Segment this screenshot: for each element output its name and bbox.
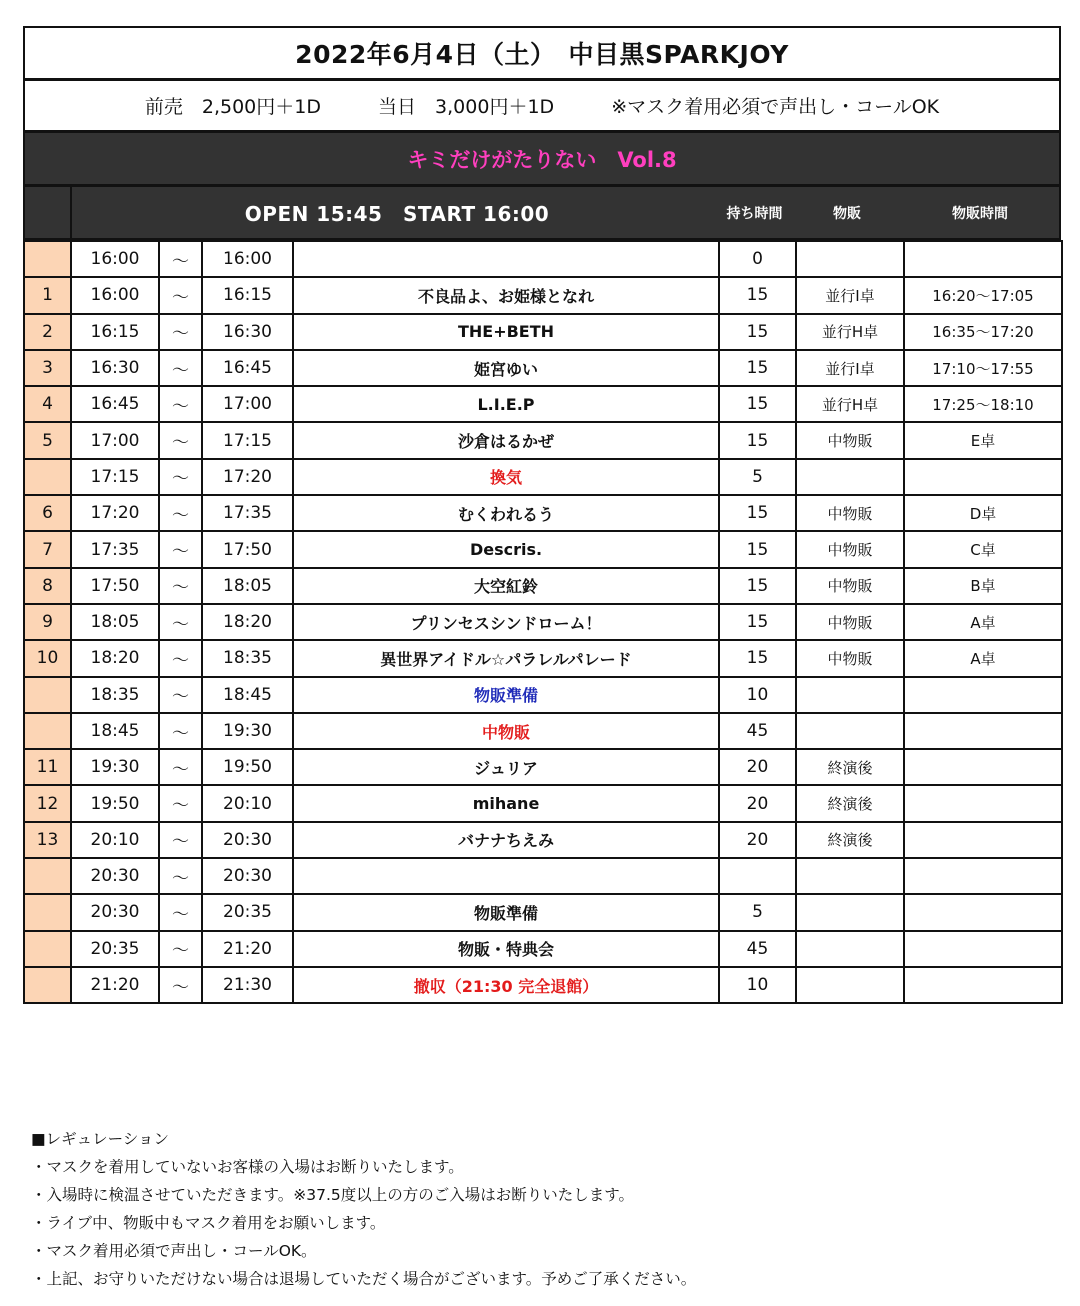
start-time: 17:50: [71, 568, 159, 604]
merch-time: [904, 749, 1062, 785]
time-separator: ～: [159, 314, 202, 350]
end-time: 17:35: [202, 495, 293, 531]
schedule-row: [24, 568, 1062, 604]
merch-time: [904, 713, 1062, 749]
end-time: 21:20: [202, 931, 293, 967]
merch-type: [796, 459, 904, 495]
regulation-item: ・入場時に検温させていただきます。※37.5度以上の方のご入場はお断りいたします。: [31, 1186, 635, 1204]
regulation-item: ・ライブ中、物販中もマスク着用をお願いします。: [31, 1214, 386, 1232]
slot-number: 1: [24, 277, 71, 313]
merch-type: [796, 677, 904, 713]
set-duration: 10: [719, 677, 796, 713]
schedule-row: [24, 677, 1062, 713]
time-separator: ～: [159, 713, 202, 749]
start-time: 16:45: [71, 386, 159, 422]
start-time: 17:35: [71, 531, 159, 567]
merch-type: 中物販: [796, 604, 904, 640]
slot-number: [24, 713, 71, 749]
schedule-row: [24, 314, 1062, 350]
merch-type: [796, 241, 904, 277]
schedule-row: [24, 350, 1062, 386]
end-time: 18:20: [202, 604, 293, 640]
schedule-row: [24, 422, 1062, 458]
set-duration: 15: [719, 604, 796, 640]
schedule-row: [24, 459, 1062, 495]
schedule-row: [24, 604, 1062, 640]
merch-time: [904, 967, 1062, 1003]
time-separator: ～: [159, 604, 202, 640]
performer-name: L.I.E.P: [293, 386, 719, 422]
slot-number: 9: [24, 604, 71, 640]
merch-type: [796, 967, 904, 1003]
start-time: 18:45: [71, 713, 159, 749]
merch-time: B卓: [904, 568, 1062, 604]
set-duration: 15: [719, 314, 796, 350]
slot-number: 11: [24, 749, 71, 785]
slot-number: [24, 967, 71, 1003]
merch-time: [904, 822, 1062, 858]
performer-name: 大空紅鈴: [293, 568, 719, 604]
slot-number: [24, 241, 71, 277]
event-name-banner: キミだけがたりない Vol.8: [23, 130, 1061, 184]
merch-type: [796, 894, 904, 930]
time-separator: ～: [159, 386, 202, 422]
slot-number: 2: [24, 314, 71, 350]
slot-number: 13: [24, 822, 71, 858]
merch-type: 並行H卓: [796, 314, 904, 350]
slot-number: 12: [24, 785, 71, 821]
set-duration: [719, 858, 796, 894]
merch-time: 17:10～17:55: [904, 350, 1062, 386]
end-time: 20:10: [202, 785, 293, 821]
start-time: 16:00: [71, 241, 159, 277]
time-separator: ～: [159, 277, 202, 313]
end-time: 21:30: [202, 967, 293, 1003]
open-start-times: OPEN 15:45 START 16:00: [244, 202, 550, 226]
regulation-item: ・マスクを着用していないお客様の入場はお断りいたします。: [31, 1158, 464, 1176]
time-separator: ～: [159, 894, 202, 930]
end-time: 16:45: [202, 350, 293, 386]
merch-type: 中物販: [796, 640, 904, 676]
time-separator: ～: [159, 967, 202, 1003]
merch-type: 終演後: [796, 785, 904, 821]
start-time: 17:20: [71, 495, 159, 531]
merch-type: [796, 931, 904, 967]
merch-time: A卓: [904, 640, 1062, 676]
schedule-row: [24, 640, 1062, 676]
start-time: 16:00: [71, 277, 159, 313]
start-time: 20:30: [71, 894, 159, 930]
slot-number: 3: [24, 350, 71, 386]
schedule-row: [24, 967, 1062, 1003]
schedule-table: [23, 240, 1063, 1004]
end-time: 19:30: [202, 713, 293, 749]
merch-type: 並行I卓: [796, 350, 904, 386]
schedule-row: [24, 749, 1062, 785]
time-separator: ～: [159, 568, 202, 604]
end-time: 20:30: [202, 858, 293, 894]
column-header-row: [23, 184, 1061, 240]
start-time: 19:30: [71, 749, 159, 785]
time-separator: ～: [159, 677, 202, 713]
start-time: 17:00: [71, 422, 159, 458]
merch-time: D卓: [904, 495, 1062, 531]
merch-time: E卓: [904, 422, 1062, 458]
start-time: 16:30: [71, 350, 159, 386]
merch-time: 16:35～17:20: [904, 314, 1062, 350]
schedule-row: [24, 495, 1062, 531]
end-time: 19:50: [202, 749, 293, 785]
performer-name: 姫宮ゆい: [293, 350, 719, 386]
performer-name: ジュリア: [293, 749, 719, 785]
column-header-duration: 持ち時間: [726, 205, 783, 222]
set-duration: 5: [719, 894, 796, 930]
set-duration: 20: [719, 749, 796, 785]
merch-time: [904, 858, 1062, 894]
set-duration: 15: [719, 495, 796, 531]
performer-name: [293, 241, 719, 277]
set-duration: 45: [719, 931, 796, 967]
end-time: 20:35: [202, 894, 293, 930]
time-separator: ～: [159, 422, 202, 458]
merch-type: 終演後: [796, 749, 904, 785]
slot-number: 8: [24, 568, 71, 604]
set-duration: 5: [719, 459, 796, 495]
end-time: 17:00: [202, 386, 293, 422]
merch-type: 中物販: [796, 531, 904, 567]
regulation-heading: ■レギュレーション: [31, 1130, 170, 1148]
event-date-venue-title: 2022年6月4日（土） 中目黒SPARKJOY: [23, 26, 1061, 78]
time-separator: ～: [159, 858, 202, 894]
slot-number: 4: [24, 386, 71, 422]
end-time: 20:30: [202, 822, 293, 858]
set-duration: 15: [719, 422, 796, 458]
performer-name: 物販準備: [293, 677, 719, 713]
performer-name: [293, 858, 719, 894]
performer-name: 沙倉はるかぜ: [293, 422, 719, 458]
merch-time: 16:20～17:05: [904, 277, 1062, 313]
start-time: 20:30: [71, 858, 159, 894]
set-duration: 15: [719, 386, 796, 422]
start-time: 19:50: [71, 785, 159, 821]
timetable-sheet: [23, 26, 1061, 1004]
slot-number: [24, 459, 71, 495]
merch-time: C卓: [904, 531, 1062, 567]
performer-name: mihane: [293, 785, 719, 821]
time-separator: ～: [159, 459, 202, 495]
merch-time: [904, 677, 1062, 713]
end-time: 16:30: [202, 314, 293, 350]
performer-name: 換気: [293, 459, 719, 495]
merch-time: [904, 459, 1062, 495]
slot-number: [24, 858, 71, 894]
set-duration: 15: [719, 277, 796, 313]
end-time: 17:15: [202, 422, 293, 458]
set-duration: 15: [719, 531, 796, 567]
schedule-row: [24, 277, 1062, 313]
merch-time: [904, 241, 1062, 277]
merch-type: [796, 858, 904, 894]
set-duration: 15: [719, 350, 796, 386]
presale-label: 前売: [144, 96, 183, 118]
slot-number: 6: [24, 495, 71, 531]
time-separator: ～: [159, 785, 202, 821]
start-time: 16:15: [71, 314, 159, 350]
slot-number: [24, 931, 71, 967]
end-time: 16:15: [202, 277, 293, 313]
merch-type: 中物販: [796, 422, 904, 458]
set-duration: 15: [719, 640, 796, 676]
ticket-price-bar: [23, 78, 1061, 130]
merch-time: 17:25～18:10: [904, 386, 1062, 422]
time-separator: ～: [159, 495, 202, 531]
set-duration: 45: [719, 713, 796, 749]
schedule-row: [24, 713, 1062, 749]
end-time: 18:05: [202, 568, 293, 604]
time-separator: ～: [159, 640, 202, 676]
schedule-row: [24, 386, 1062, 422]
slot-number: [24, 677, 71, 713]
end-time: 17:50: [202, 531, 293, 567]
schedule-body: [24, 241, 1062, 1003]
merch-time: A卓: [904, 604, 1062, 640]
merch-time: [904, 931, 1062, 967]
merch-type: 中物販: [796, 568, 904, 604]
end-time: 17:20: [202, 459, 293, 495]
mask-note: ※マスク着用必須で声出し・コールOK: [611, 96, 940, 118]
time-separator: ～: [159, 931, 202, 967]
end-time: 16:00: [202, 241, 293, 277]
start-time: 20:35: [71, 931, 159, 967]
set-duration: 20: [719, 822, 796, 858]
time-separator: ～: [159, 350, 202, 386]
time-separator: ～: [159, 531, 202, 567]
set-duration: 20: [719, 785, 796, 821]
schedule-row: [24, 785, 1062, 821]
column-header-merch: 物販: [833, 205, 861, 222]
performer-name: Descris.: [293, 531, 719, 567]
slot-number: 7: [24, 531, 71, 567]
end-time: 18:45: [202, 677, 293, 713]
set-duration: 15: [719, 568, 796, 604]
set-duration: 0: [719, 241, 796, 277]
start-time: 18:05: [71, 604, 159, 640]
schedule-row: [24, 531, 1062, 567]
performer-name: バナナちえみ: [293, 822, 719, 858]
regulation-item: ・上記、お守りいただけない場合は退場していただく場合がございます。予めご了承ください。: [31, 1270, 697, 1288]
door-label: 当日: [378, 96, 417, 118]
performer-name: 物販準備: [293, 894, 719, 930]
merch-type: 並行I卓: [796, 277, 904, 313]
regulation-section: [31, 1125, 696, 1293]
performer-name: むくわれるう: [293, 495, 719, 531]
schedule-row: [24, 822, 1062, 858]
end-time: 18:35: [202, 640, 293, 676]
door-price: 3,000円＋1D: [435, 96, 555, 118]
slot-number: 5: [24, 422, 71, 458]
start-time: 17:15: [71, 459, 159, 495]
merch-time: [904, 785, 1062, 821]
performer-name: 異世界アイドル☆パラレルパレード: [293, 640, 719, 676]
time-separator: ～: [159, 241, 202, 277]
column-header-merch-time: 物販時間: [952, 205, 1008, 222]
merch-type: [796, 713, 904, 749]
performer-name: プリンセスシンドローム！: [293, 604, 719, 640]
slot-number: 10: [24, 640, 71, 676]
performer-name: 撤収（21:30 完全退館）: [293, 967, 719, 1003]
start-time: 20:10: [71, 822, 159, 858]
performer-name: THE+BETH: [293, 314, 719, 350]
regulation-item: ・マスク着用必須で声出し・コールOK。: [31, 1242, 317, 1260]
time-separator: ～: [159, 822, 202, 858]
merch-type: 終演後: [796, 822, 904, 858]
merch-type: 中物販: [796, 495, 904, 531]
performer-name: 物販・特典会: [293, 931, 719, 967]
start-time: 21:20: [71, 967, 159, 1003]
schedule-row: [24, 931, 1062, 967]
start-time: 18:20: [71, 640, 159, 676]
set-duration: 10: [719, 967, 796, 1003]
schedule-row: [24, 241, 1062, 277]
time-separator: ～: [159, 749, 202, 785]
performer-name: 中物販: [293, 713, 719, 749]
merch-type: 並行H卓: [796, 386, 904, 422]
performer-name: 不良品よ、お姫様となれ: [293, 277, 719, 313]
slot-number: [24, 894, 71, 930]
merch-time: [904, 894, 1062, 930]
schedule-row: [24, 858, 1062, 894]
schedule-row: [24, 894, 1062, 930]
column-header-number: [25, 187, 72, 238]
presale-price: 2,500円＋1D: [201, 96, 321, 118]
start-time: 18:35: [71, 677, 159, 713]
